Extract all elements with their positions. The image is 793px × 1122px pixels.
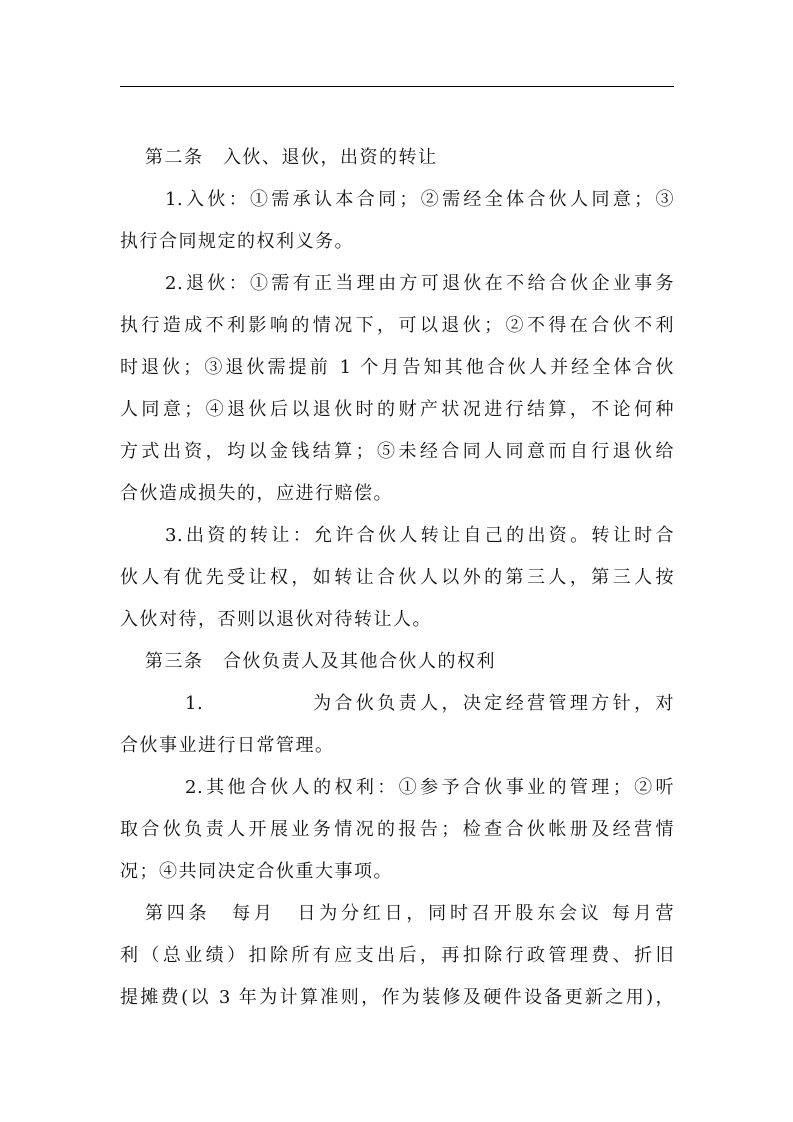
paragraph-line: 合伙造成损失的，应进行赔偿。 xyxy=(120,483,393,504)
paragraph-line: 况；④共同决定合伙重大事项。 xyxy=(120,861,393,882)
paragraph-line: 提摊费(以 3 年为计算准则，作为装修及硬件设备更新之用)， xyxy=(120,987,674,1008)
article-2-heading: 第二条 入伙、退伙，出资的转让 xyxy=(145,147,438,168)
paragraph-line: 1. 为合伙负责人，决定经营管理方针，对 xyxy=(185,693,674,714)
paragraph-line: 入伙对待，否则以退伙对待转让人。 xyxy=(120,609,432,630)
paragraph-line: 方式出资，均以金钱结算；⑤未经合同人同意而自行退伙给 xyxy=(120,441,674,462)
paragraph-line: 合伙事业进行日常管理。 xyxy=(120,735,335,756)
paragraph-line: 人同意；④退伙后以退伙时的财产状况进行结算，不论何种 xyxy=(120,399,674,420)
paragraph-line: 2.退伙：①需有正当理由方可退伙在不给合伙企业事务 xyxy=(165,273,674,294)
paragraph-line: 3.出资的转让：允许合伙人转让自己的出资。转让时合 xyxy=(165,525,674,546)
header-rule xyxy=(120,86,674,87)
paragraph-line: 时退伙；③退伙需提前 1 个月告知其他合伙人并经全体合伙 xyxy=(120,357,674,378)
paragraph-line: 执行合同规定的权利义务。 xyxy=(120,231,354,252)
paragraph-line: 伙人有优先受让权，如转让合伙人以外的第三人，第三人按 xyxy=(120,567,674,588)
paragraph-line: 取合伙负责人开展业务情况的报告；检查合伙帐册及经营情 xyxy=(120,819,674,840)
paragraph-line: 利（总业绩）扣除所有应支出后，再扣除行政管理费、折旧 xyxy=(120,945,674,966)
article-3-heading: 第三条 合伙负责人及其他合伙人的权利 xyxy=(145,651,496,672)
paragraph-line: 执行造成不利影响的情况下，可以退伙；②不得在合伙不利 xyxy=(120,315,674,336)
paragraph-line: 1.入伙：①需承认本合同；②需经全体合伙人同意；③ xyxy=(165,189,674,210)
article-4-heading: 第四条 每月 日为分红日，同时召开股东会议 每月营 xyxy=(145,903,674,924)
paragraph-line: 2.其他合伙人的权利：①参予合伙事业的管理；②听 xyxy=(185,777,674,798)
